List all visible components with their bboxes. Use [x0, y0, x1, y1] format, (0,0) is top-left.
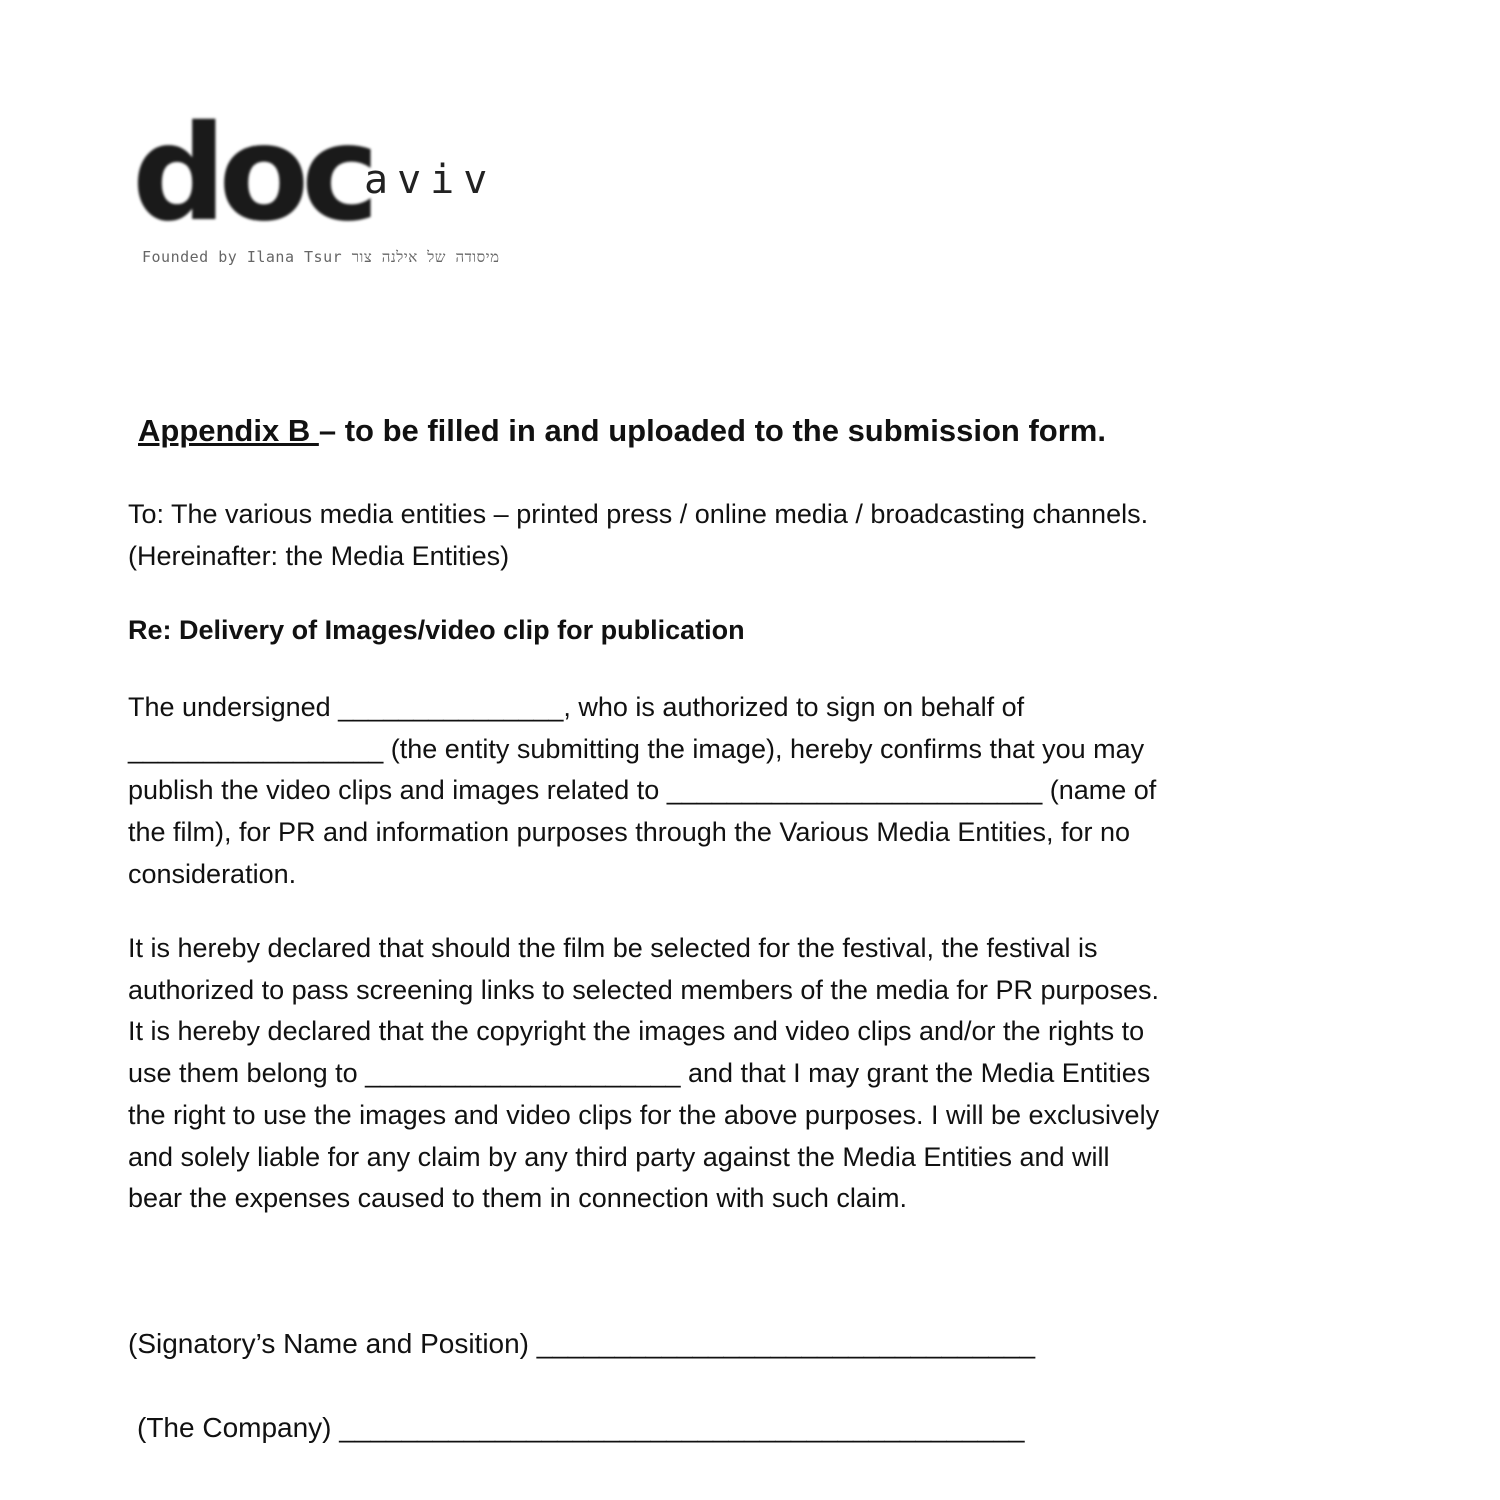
paragraph-line: It is hereby declared that the copyright the images and video clips and/or the rights to — [128, 1016, 1145, 1047]
logo-aviv-text: aviv — [364, 157, 497, 203]
paragraph-line: publish the video clips and images related to _________________________ (name of — [128, 775, 1157, 806]
paragraph-line: the right to use the images and video clips for the above purposes. I will be exclusively — [128, 1099, 1160, 1130]
appendix-heading-underlined: Appendix B — [138, 413, 319, 448]
paragraph-line: use them belong to _____________________ and that I may grant the Media Entities — [128, 1058, 1151, 1089]
paragraph-line: _________________ (the entity submitting the image), hereby confirms that you may — [128, 733, 1145, 764]
paragraph-line: It is hereby declared that should the film be selected for the festival, the festival is — [128, 933, 1098, 963]
paragraph-line: The undersigned _______________, who is authorized to sign on behalf of — [128, 692, 1025, 722]
addressee-line: (Hereinafter: the Media Entities) — [128, 540, 510, 571]
paragraph-line: authorized to pass screening links to selected members of the media for PR purposes. — [128, 974, 1160, 1005]
logo-tagline: Founded by Ilana Tsur מיסודה של אילנה צור — [142, 248, 500, 266]
subject-line: Re: Delivery of Images/video clip for publication — [128, 615, 745, 645]
appendix-heading — [138, 413, 1106, 449]
company-field: (The Company) ____________________________________________ — [137, 1412, 1025, 1443]
addressee-line: To: The various media entities – printed press / online media / broadcasting channels. — [128, 499, 1149, 529]
paragraph-declaration — [128, 928, 1368, 1220]
appendix-heading-rest: – to be filled in and uploaded to the submission form. — [318, 413, 1106, 448]
paragraph-line: bear the expenses caused to them in connection with such claim. — [128, 1183, 907, 1214]
docaviv-logo — [132, 97, 552, 278]
paragraph-authorization — [128, 687, 1368, 896]
signatory-name-field: (Signatory’s Name and Position) ________________________________ — [128, 1328, 1036, 1359]
paragraph-line: the film), for PR and information purposes through the Various Media Entities, for no — [128, 817, 1131, 848]
paragraph-line: consideration. — [128, 858, 297, 889]
addressee-block — [128, 494, 1368, 577]
paragraph-line: and solely liable for any claim by any third party against the Media Entities and will — [128, 1141, 1110, 1172]
logo-doc-text: doc — [132, 97, 372, 251]
